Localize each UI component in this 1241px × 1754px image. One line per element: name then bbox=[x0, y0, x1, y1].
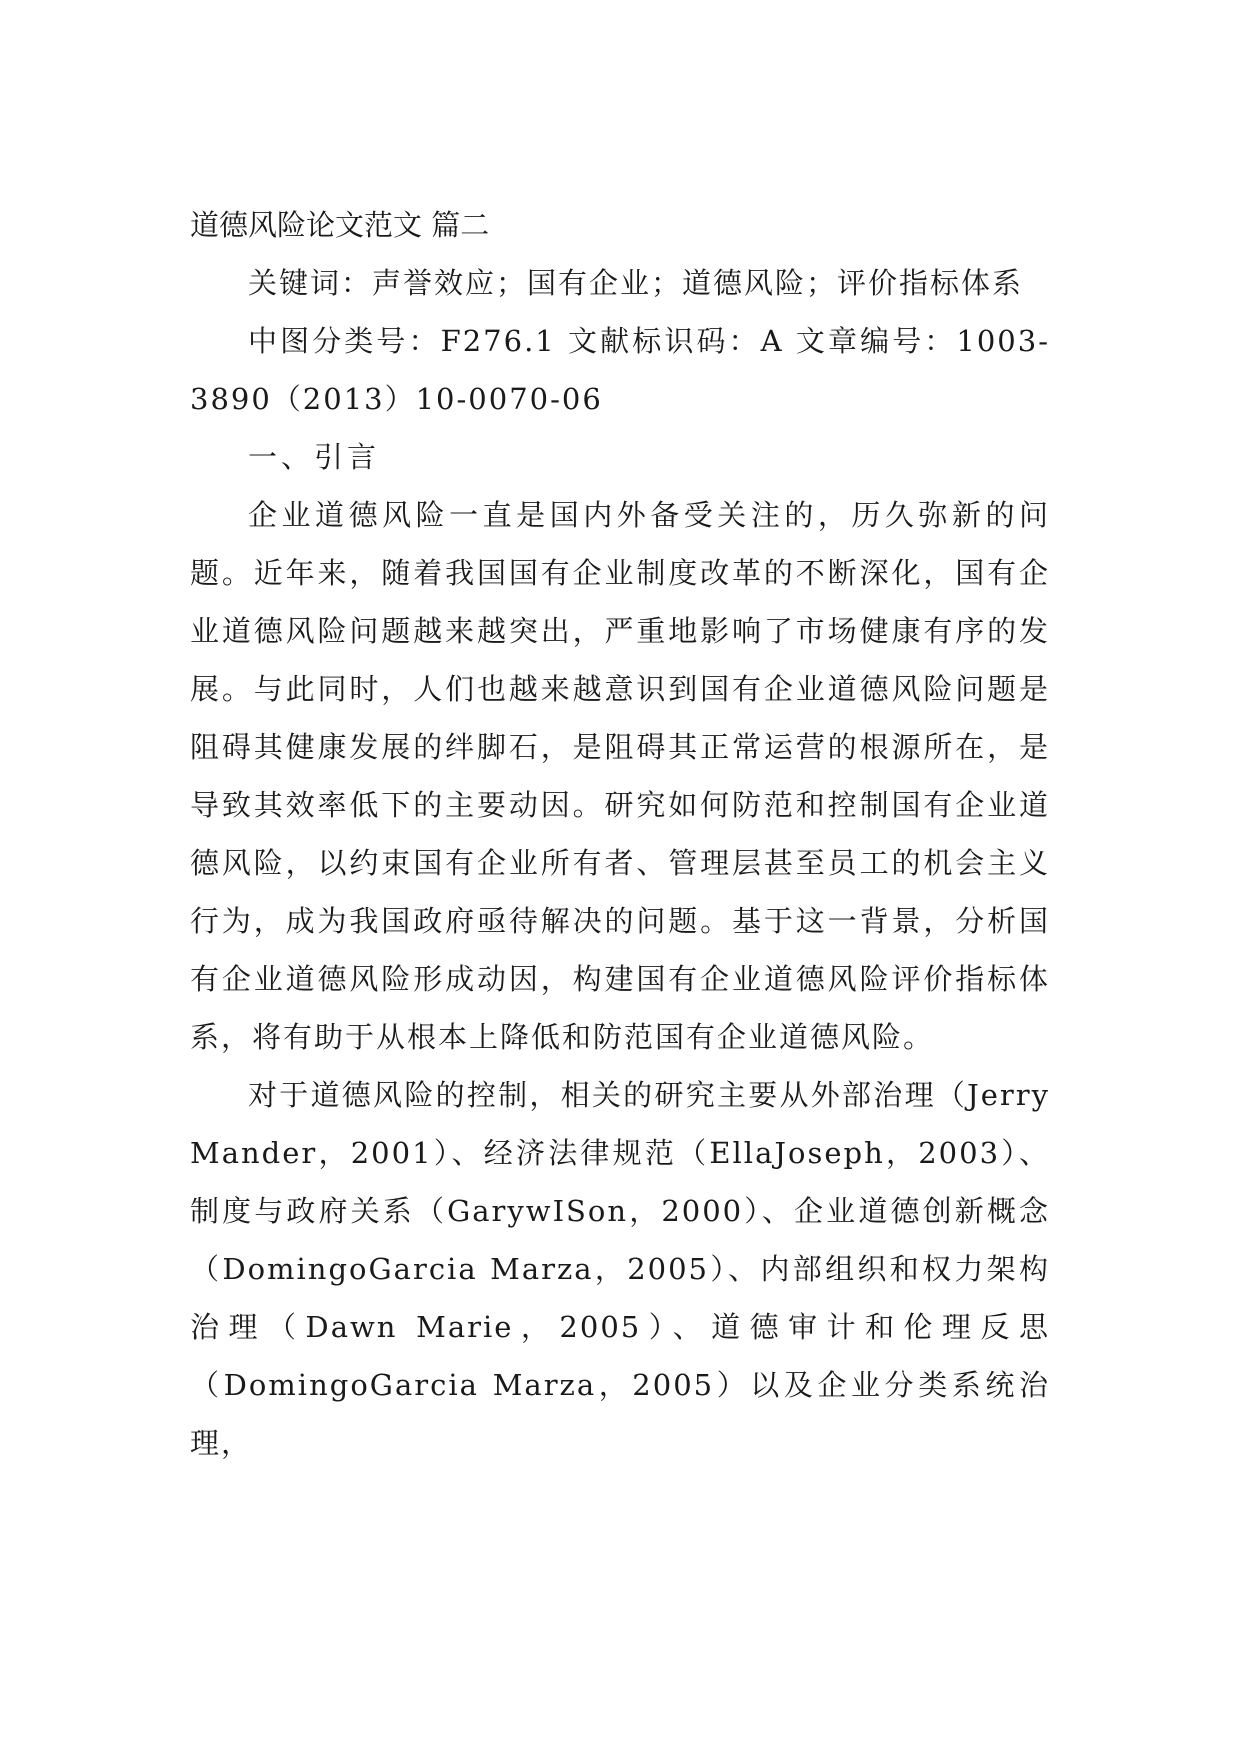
section-heading: 一、引言 bbox=[248, 440, 381, 474]
body-paragraph-2: 对于道德风险的控制，相关的研究主要从外部治理（Jerry Mander，2001）、经济法律规范（EllaJoseph，2003）、制度与政府关系（GarywISon，2000）、企业道德创新概念（DomingoGarcia Marza，2005）、内部组织和权力架构治理（Dawn Marie，2005）、道德审计和伦理反思（DomingoGarcia Marza，2005）以及企业分类系统治理， bbox=[190, 1078, 1050, 1460]
body-paragraph-1: 企业道德风险一直是国内外备受关注的，历久弥新的问题。近年来，随着我国国有企业制度改革的不断深化，国有企业道德风险问题越来越突出，严重地影响了市场健康有序的发展。与此同时，人们也越来越意识到国有企业道德风险问题是阻碍其健康发展的绊脚石，是阻碍其正常运营的根源所在，是导致其效率低下的主要动因。研究如何防范和控制国有企业道德风险，以约束国有企业所有者、管理层甚至员工的机会主义行为，成为我国政府亟待解决的问题。基于这一背景，分析国有企业道德风险形成动因，构建国有企业道德风险评价指标体系，将有助于从根本上降低和防范国有企业道德风险。 bbox=[190, 498, 1050, 1054]
document-title: 道德风险论文范文 篇二 bbox=[190, 208, 490, 242]
document-body bbox=[190, 196, 1050, 1472]
classification-line: 中图分类号：F276.1 文献标识码：A 文章编号：1003-3890（2013）10-0070-06 bbox=[190, 324, 1050, 416]
keywords-line: 关键词：声誉效应；国有企业；道德风险；评价指标体系 bbox=[248, 266, 1024, 300]
